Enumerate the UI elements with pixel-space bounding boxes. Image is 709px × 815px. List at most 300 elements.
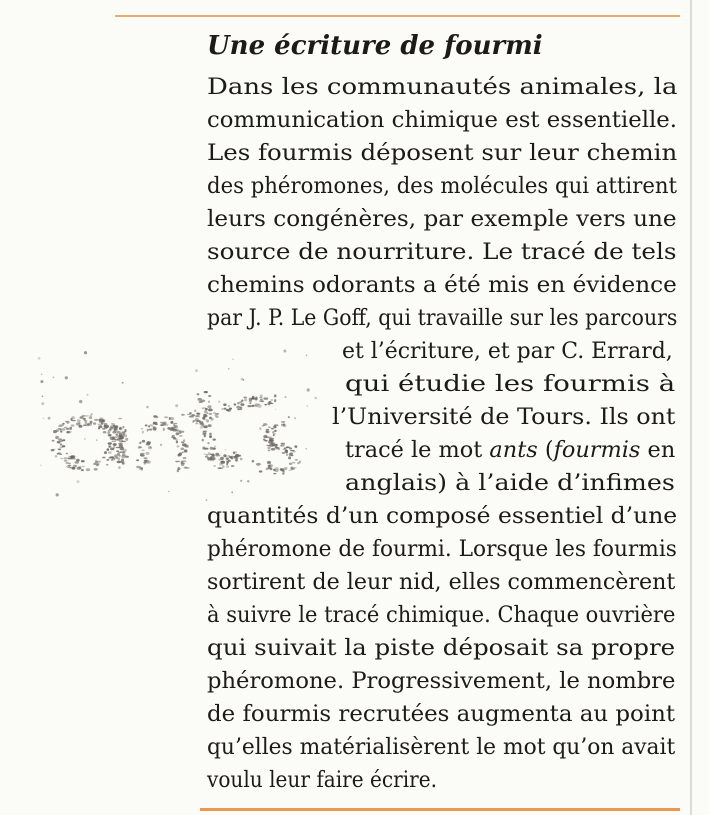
ant-dot: [289, 463, 292, 465]
ant-dot: [104, 426, 107, 429]
ant-dot: [274, 430, 277, 432]
ant-dot: [208, 401, 210, 404]
ant-dot: [117, 457, 120, 460]
body-line: phéromone de fourmi. Lorsque les fourmis: [207, 537, 677, 562]
stray-ant-dot: [273, 433, 276, 436]
ant-dot: [112, 444, 117, 446]
ant-dot: [109, 434, 111, 436]
ant-dot: [145, 424, 148, 426]
ant-dot: [118, 452, 122, 453]
ant-dot: [219, 454, 221, 456]
ant-dot: [98, 424, 103, 426]
ant-dot: [56, 429, 59, 432]
ant-dot: [197, 413, 201, 415]
stray-ant-dot: [288, 416, 290, 418]
ant-dot: [71, 416, 75, 419]
ant-dot: [173, 437, 176, 440]
ant-dot: [244, 399, 247, 402]
ant-dot: [267, 461, 271, 464]
ant-dot: [195, 415, 200, 417]
ant-dot: [108, 451, 112, 453]
ant-dot: [107, 431, 110, 434]
ant-dot: [259, 397, 262, 398]
ant-dot: [64, 460, 68, 462]
ant-dot: [114, 439, 118, 441]
ant-dot: [66, 428, 70, 430]
body-line: de fourmis recrutées augmenta au point: [207, 702, 676, 727]
ant-dot: [181, 461, 184, 464]
ant-dot: [90, 421, 93, 424]
ant-dot: [275, 447, 278, 448]
text-run: (: [537, 438, 554, 463]
ant-dot: [175, 461, 180, 462]
stray-ant-dot: [202, 447, 205, 450]
ant-dot: [78, 466, 81, 469]
ant-dot: [141, 428, 143, 430]
stray-ant-dot: [48, 417, 51, 420]
ant-dot: [222, 465, 224, 468]
ant-dot: [263, 438, 266, 440]
ant-dot: [299, 461, 301, 464]
ant-dot: [251, 405, 254, 407]
body-line: chemins odorants a été mis en évidence: [207, 273, 677, 298]
body-line: source de nourriture. Le tracé de tels: [207, 240, 677, 265]
ant-dot: [181, 452, 184, 454]
body-line-mixed: [345, 436, 675, 466]
ant-dot: [240, 403, 244, 406]
ant-dot: [125, 456, 129, 458]
stray-ant-dot: [209, 433, 212, 436]
ant-dot: [267, 447, 270, 450]
ant-dot: [141, 468, 143, 471]
ant-dot: [209, 458, 214, 461]
ant-dot: [171, 437, 173, 439]
ant-dot: [109, 429, 112, 431]
body-line: voulu leur faire écrire.: [207, 768, 438, 793]
ant-dot: [95, 461, 98, 463]
ant-dot: [90, 415, 93, 417]
ant-dot: [208, 424, 212, 427]
ant-dot: [221, 408, 223, 410]
ant-dot: [62, 423, 65, 425]
ant-dot: [86, 468, 90, 471]
ant-dot: [289, 447, 292, 449]
ant-dot: [59, 447, 63, 448]
ant-dot: [267, 402, 270, 405]
stray-ant-dot: [206, 499, 208, 501]
stray-ant-dot: [274, 469, 276, 471]
ant-dot: [255, 405, 258, 408]
ant-dot: [215, 415, 218, 418]
stray-ant-dot: [43, 418, 44, 419]
ant-dot: [286, 454, 288, 456]
body-line: anglais) à l’aide d’infimes: [345, 471, 675, 496]
bottom-rule: [200, 808, 680, 811]
ant-dot: [281, 421, 285, 422]
ant-dot: [60, 454, 62, 455]
ant-dot: [71, 424, 75, 426]
ant-dot: [289, 453, 293, 456]
body-line: par J. P. Le Goff, qui travaille sur les parcours: [207, 306, 678, 331]
stray-ant-dot: [285, 396, 287, 398]
stray-ant-dot: [307, 388, 310, 391]
ant-dot: [204, 410, 207, 413]
ant-dot: [183, 457, 186, 459]
ant-dot: [223, 403, 226, 406]
ant-dot: [163, 428, 165, 431]
ant-dot: [259, 400, 264, 402]
ant-dot: [226, 465, 229, 468]
body-line: et l’écriture, et par C. Errard,: [342, 339, 673, 364]
ant-dot: [113, 423, 115, 426]
ant-dot: [191, 414, 195, 416]
ant-dot: [122, 454, 126, 456]
stray-ant-dot: [228, 368, 230, 370]
body-line: à suivre le tracé chimique. Chaque ouvrière: [207, 603, 676, 628]
stray-ant-dot: [38, 357, 41, 360]
ant-dot: [204, 391, 208, 393]
ant-dot: [284, 467, 288, 469]
ant-dot: [167, 427, 171, 430]
ant-dot: [64, 427, 68, 429]
ant-dot: [292, 462, 296, 464]
ant-dot: [58, 425, 62, 427]
ant-dot: [153, 429, 156, 431]
ant-dot: [195, 422, 198, 424]
ant-dot: [69, 427, 72, 430]
stray-ant-dot: [41, 374, 43, 376]
ant-dot: [260, 394, 263, 397]
body-line: leurs congénères, par exemple vers une: [207, 207, 677, 232]
ant-dot: [207, 442, 209, 444]
stray-ant-dot: [118, 455, 120, 457]
ant-dot: [205, 408, 208, 410]
ant-dot: [96, 464, 99, 466]
ant-dot: [207, 405, 211, 408]
ant-dot: [148, 446, 152, 449]
ant-dot: [208, 408, 213, 411]
ant-dot: [274, 394, 277, 397]
ant-dot: [265, 431, 268, 433]
ant-dot: [212, 447, 215, 449]
ant-dot: [202, 439, 204, 442]
ant-dot: [80, 416, 84, 419]
ant-dot: [60, 431, 62, 433]
stray-ant-dot: [146, 406, 149, 409]
ant-dot: [138, 446, 140, 449]
ant-dot: [256, 396, 258, 399]
ant-dot: [103, 431, 107, 433]
ant-dot: [263, 423, 267, 426]
stray-ant-dot: [68, 466, 70, 468]
ant-dot: [264, 435, 268, 437]
stray-ant-dot: [122, 382, 124, 384]
stray-ant-dot: [275, 409, 276, 410]
ant-dot: [66, 462, 70, 464]
ant-dot: [273, 473, 276, 474]
ant-dot: [118, 418, 122, 420]
ant-dot: [121, 459, 124, 462]
stray-ant-dot: [177, 467, 180, 470]
ant-dot: [181, 414, 185, 416]
ant-dot: [278, 447, 281, 450]
ant-dot: [176, 433, 178, 434]
ant-dot: [108, 446, 111, 448]
ant-dot: [171, 417, 174, 420]
ant-dot: [274, 444, 278, 447]
ant-dot: [256, 463, 261, 466]
stray-ant-dot: [294, 417, 296, 419]
ant-dot: [68, 465, 71, 466]
ant-dot: [153, 422, 157, 424]
ant-dot: [55, 437, 58, 439]
stray-ant-dot: [240, 480, 242, 482]
page-edge-line: [690, 0, 692, 815]
stray-ant-dot: [200, 426, 203, 429]
ant-dot: [60, 458, 63, 459]
stray-ant-dot: [84, 438, 86, 440]
stray-ant-dot: [218, 401, 220, 403]
ant-dot: [177, 445, 180, 447]
ant-dot: [290, 467, 293, 470]
ant-dot: [145, 452, 149, 455]
ant-dot: [270, 440, 274, 442]
ant-dot: [94, 468, 98, 471]
ant-dot: [110, 448, 114, 451]
ant-dot: [108, 442, 112, 444]
ant-dot: [231, 457, 233, 459]
ant-dot: [247, 405, 251, 407]
stray-ant-dot: [305, 448, 307, 450]
ant-dot: [106, 464, 108, 466]
ant-dot: [84, 415, 89, 416]
body-line: des phéromones, des molécules qui attirent: [207, 174, 678, 199]
ant-dot: [209, 413, 213, 414]
ants-trail-image: [25, 335, 325, 510]
ant-dot: [270, 467, 272, 470]
body-line: communication chimique est essentielle.: [207, 108, 677, 133]
ant-dot: [112, 441, 116, 443]
ant-dot: [280, 468, 283, 470]
ant-dot: [58, 428, 62, 430]
ant-dot: [169, 417, 171, 420]
ant-dot: [98, 425, 102, 428]
stray-ant-dot: [40, 464, 42, 466]
ant-dot: [67, 431, 71, 434]
ant-dot: [147, 429, 149, 432]
stray-ant-dot: [252, 460, 255, 463]
stray-ant-dot: [146, 460, 149, 463]
ant-dot: [217, 467, 221, 469]
stray-ant-dot: [231, 492, 233, 494]
stray-ant-dot: [77, 480, 80, 483]
ant-dot: [94, 419, 98, 421]
stray-ant-dot: [87, 394, 89, 396]
ant-dot: [231, 465, 235, 467]
ant-dot: [81, 469, 84, 471]
ant-dot: [203, 416, 207, 418]
ant-dot: [109, 456, 114, 458]
ant-dot: [220, 457, 224, 460]
ant-dot: [187, 414, 191, 415]
stray-ant-dot: [194, 410, 197, 413]
top-rule: [115, 15, 680, 17]
ant-dot: [251, 397, 255, 400]
ant-dot: [264, 404, 267, 406]
ant-dot: [121, 447, 124, 449]
ant-dot: [147, 441, 151, 444]
stray-ant-dot: [84, 351, 87, 354]
ant-dot: [119, 428, 123, 430]
ant-dot: [289, 470, 292, 471]
ant-dot: [70, 455, 73, 458]
stray-ant-dot: [247, 480, 249, 482]
body-line: Dans les communautés animales, la: [207, 75, 678, 100]
ant-dot: [290, 450, 295, 451]
ant-dot: [82, 466, 85, 467]
stray-ant-dot: [225, 455, 228, 458]
ant-dot: [122, 462, 126, 465]
ant-dot: [120, 436, 124, 439]
ant-dot: [226, 409, 230, 411]
stray-ant-dot: [232, 359, 233, 360]
article-title: Une écriture de fourmi: [207, 31, 543, 61]
ant-dot: [234, 451, 237, 453]
stray-ant-dot: [307, 405, 309, 407]
ant-dot: [185, 467, 189, 469]
ant-dot: [213, 465, 216, 466]
ant-dot: [268, 465, 271, 468]
ant-dot: [75, 461, 80, 464]
ant-dot: [236, 406, 240, 409]
ant-dot: [208, 395, 211, 397]
ant-dot: [288, 456, 291, 459]
ant-dot: [234, 403, 237, 406]
ant-dot: [224, 408, 227, 410]
stray-ant-dot: [56, 493, 59, 496]
ant-dot: [295, 445, 298, 448]
ant-dot: [113, 427, 117, 430]
ant-dot: [284, 448, 286, 449]
stray-ant-dot: [96, 439, 97, 440]
ant-dot: [228, 460, 231, 462]
ant-dot: [226, 458, 229, 460]
ant-dot: [76, 423, 81, 426]
ant-dot: [149, 429, 153, 431]
ant-dot: [274, 424, 279, 426]
text-run: en: [640, 438, 676, 463]
ant-dot: [215, 453, 219, 456]
ant-dot: [122, 431, 126, 433]
ant-dot: [195, 418, 199, 421]
ant-dot: [115, 436, 118, 438]
ant-dot: [208, 452, 211, 455]
ant-dot: [249, 403, 251, 405]
ant-dot: [140, 455, 144, 457]
ant-dot: [240, 458, 243, 461]
ant-dot: [280, 445, 285, 447]
ant-dot: [73, 465, 77, 468]
ant-dot: [160, 422, 164, 424]
stray-ant-dot: [225, 449, 226, 450]
ant-dot: [61, 428, 65, 430]
ant-dot: [93, 422, 96, 424]
ant-dot: [179, 435, 183, 437]
body-line: qui étudie les fourmis à: [345, 372, 676, 397]
ant-dot: [213, 439, 216, 441]
ant-dot: [142, 440, 145, 443]
ant-dot: [259, 470, 263, 472]
ant-dot: [123, 449, 127, 452]
body-line: Les fourmis déposent sur leur chemin: [207, 141, 678, 166]
ant-dot: [237, 402, 240, 404]
ant-dot: [201, 400, 206, 403]
body-line: sortirent de leur nid, elles commencèrent: [207, 570, 676, 595]
ant-dot: [229, 408, 232, 410]
stray-ant-dot: [160, 444, 162, 446]
ant-dot: [102, 457, 106, 459]
ant-dot: [203, 430, 208, 432]
ant-dot: [142, 431, 144, 434]
ant-dot: [58, 448, 62, 450]
ant-dot: [89, 417, 93, 420]
ant-dot: [181, 441, 184, 443]
ant-dot: [118, 466, 121, 469]
ant-dot: [281, 443, 286, 445]
stray-ant-dot: [41, 402, 44, 405]
ant-dot: [116, 434, 118, 436]
ant-dot: [170, 421, 173, 424]
body-line: qu’elles matérialisèrent le mot qu’on avait: [207, 735, 676, 760]
ant-dot: [205, 456, 209, 458]
stray-ant-dot: [314, 397, 317, 400]
ant-dot: [122, 452, 126, 454]
body-line: l’Université de Tours. Ils ont: [332, 405, 676, 430]
ant-dot: [282, 452, 286, 454]
body-line: phéromone. Progressivement, le nombre: [207, 669, 676, 694]
ant-dot: [85, 422, 88, 424]
ant-dot: [286, 447, 289, 448]
ant-dot: [51, 449, 55, 451]
ant-dot: [81, 460, 85, 462]
ant-dot: [76, 459, 79, 461]
stray-ant-dot: [42, 396, 44, 398]
ant-dot: [197, 393, 200, 395]
text-run: tracé le mot: [345, 438, 490, 463]
ant-dot: [274, 399, 276, 402]
ant-dot: [136, 459, 139, 461]
stray-ant-dot: [283, 350, 286, 353]
ant-dot: [66, 421, 69, 424]
ant-dot: [271, 428, 274, 430]
ant-dot: [125, 438, 128, 441]
ant-dot: [174, 425, 178, 428]
ant-dot: [104, 451, 107, 454]
stray-ant-dot: [243, 379, 245, 381]
stray-ant-dot: [195, 369, 198, 372]
ant-dot: [293, 467, 297, 468]
ant-dot: [268, 427, 271, 428]
ant-dot: [266, 429, 270, 431]
ant-dot: [164, 416, 168, 418]
ant-dot: [184, 449, 188, 452]
ant-dot: [241, 400, 243, 402]
body-line: quantités d’un composé essentiel d’une: [207, 504, 678, 529]
ant-dot: [180, 448, 184, 451]
ant-dot: [102, 420, 105, 422]
stray-ant-dot: [211, 418, 214, 421]
ant-dot: [141, 450, 144, 452]
